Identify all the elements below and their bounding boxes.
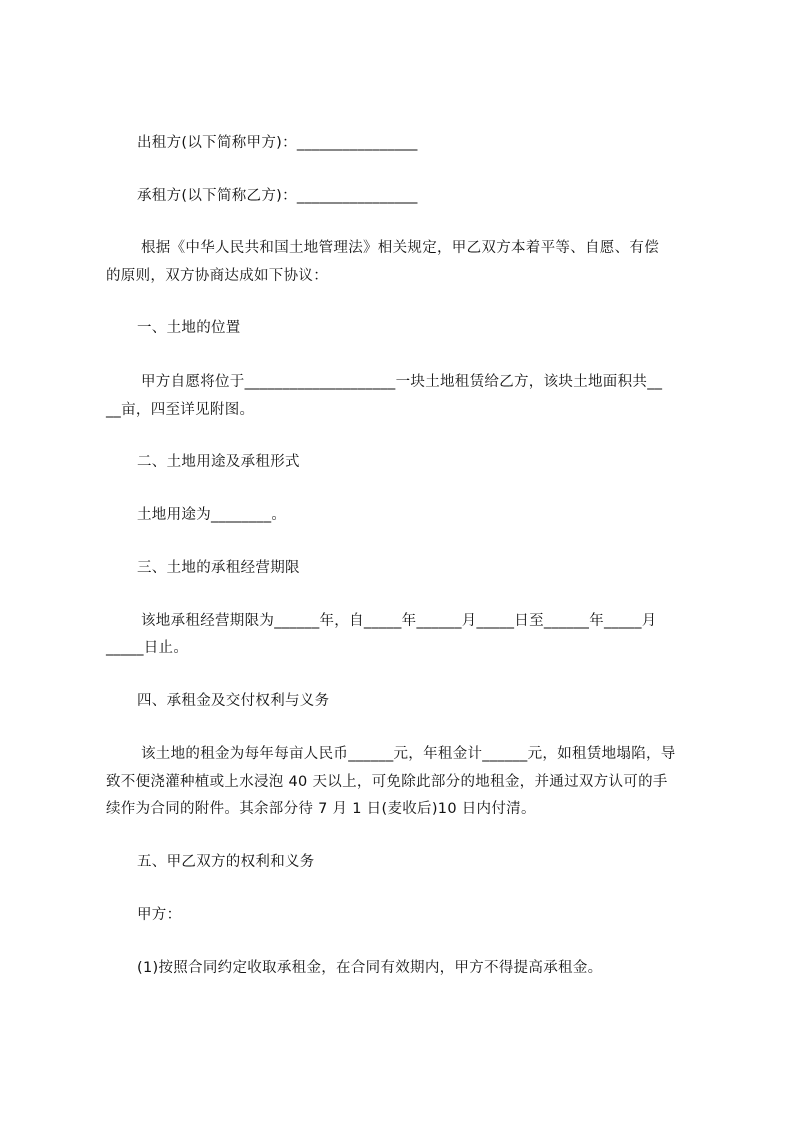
preamble-line-1: 根据《中华人民共和国土地管理法》相关规定，甲乙双方本着平等、自愿、有偿: [141, 240, 659, 256]
section-4-text-2: 致不便浇灌种植或上水浸泡 40 天以上，可免除此部分的地租金，并通过双方认可的手: [106, 774, 668, 790]
party-a-clause-1: (1)按照合同约定收取承租金，在合同有效期内，甲方不得提高承租金。: [137, 960, 603, 976]
section-3-text-2: _____日止。: [106, 640, 189, 656]
section-4-text-1: 该土地的租金为每年每亩人民币______元，年租金计______元，如租赁地塌陷，导: [141, 746, 676, 762]
section-5-heading: 五、甲乙双方的权利和义务: [137, 854, 315, 870]
party-a-label: 甲方：: [137, 907, 182, 923]
lessor-line: 出租方(以下简称甲方)：________________: [137, 135, 418, 151]
section-4-heading: 四、承租金及交付权利与义务: [137, 693, 330, 709]
section-3-heading: 三、土地的承租经营期限: [137, 560, 300, 576]
section-1-text-1: 甲方自愿将位于____________________一块土地租赁给乙方，该块土地面积共__: [141, 374, 663, 390]
section-2-heading: 二、土地用途及承租形式: [137, 454, 300, 470]
section-4-text-3: 续作为合同的附件。其余部分待 7 月 1 日(麦收后)10 日内付清。: [106, 801, 536, 817]
lessee-line: 承租方(以下简称乙方)：________________: [137, 188, 418, 204]
section-3-text-1: 该地承租经营期限为______年，自_____年______月_____日至______年_____月: [141, 613, 657, 629]
section-1-heading: 一、土地的位置: [137, 320, 241, 336]
section-1-text-2: __亩，四至详见附图。: [106, 402, 255, 418]
section-2-text: 土地用途为________。: [137, 507, 287, 523]
preamble-line-2: 的原则，双方协商达成如下协议：: [106, 268, 328, 284]
